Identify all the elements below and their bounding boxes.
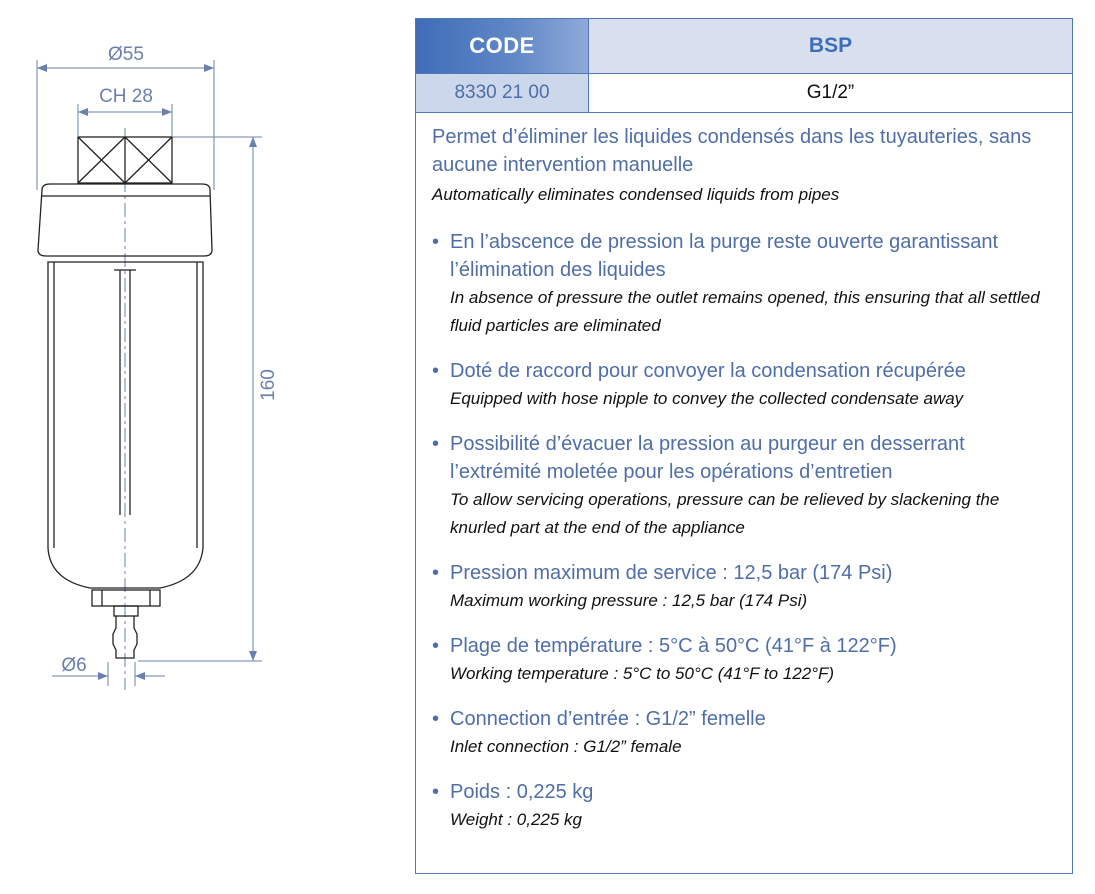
feature-english: Maximum working pressure : 12,5 bar (174 Psi) bbox=[450, 591, 808, 610]
list-item bbox=[432, 228, 1058, 340]
bullet-icon: • bbox=[432, 562, 440, 584]
feature-english: In absence of pressure the outlet remains opened, this ensuring that all settled fluid particles are eliminated bbox=[450, 288, 1040, 335]
bullet-icon: • bbox=[432, 781, 440, 803]
feature-english: Equipped with hose nipple to convey the collected condensate away bbox=[450, 389, 964, 408]
bullet-icon: • bbox=[432, 360, 440, 382]
header-bsp: BSP bbox=[589, 19, 1072, 73]
feature-english: Weight : 0,225 kg bbox=[450, 810, 582, 829]
feature-french: Poids : 0,225 kg bbox=[450, 781, 594, 803]
feature-english: To allow servicing operations, pressure can be relieved by slackening the knurled part at the end of the appliance bbox=[450, 490, 1000, 537]
technical-drawing bbox=[0, 0, 400, 894]
bsp-thread: G1/2” bbox=[806, 82, 855, 103]
list-item bbox=[432, 559, 1058, 615]
bullet-icon: • bbox=[432, 635, 440, 657]
feature-french: En l’abscence de pression la purge reste ouverte garantissant l’élimination des liquides bbox=[450, 231, 999, 281]
list-item bbox=[432, 357, 1058, 413]
dimension-diameter-outer: Ø55 bbox=[108, 44, 144, 65]
table-value-row bbox=[416, 74, 1072, 113]
table-header-row bbox=[416, 19, 1072, 74]
list-item bbox=[432, 705, 1058, 761]
bullet-icon: • bbox=[432, 708, 440, 730]
header-code: CODE bbox=[416, 19, 589, 73]
feature-english: Working temperature : 5°C to 50°C (41°F to 122°F) bbox=[450, 664, 835, 683]
bullet-icon: • bbox=[432, 433, 440, 455]
list-item bbox=[432, 430, 1058, 542]
list-item bbox=[432, 632, 1058, 688]
list-item bbox=[432, 778, 1058, 834]
dimension-diameter-outlet: Ø6 bbox=[61, 655, 87, 676]
product-code: 8330 21 00 bbox=[416, 74, 589, 112]
feature-french: Doté de raccord pour convoyer la condensation récupérée bbox=[450, 360, 966, 382]
bullet-icon: • bbox=[432, 231, 440, 253]
intro-french: Permet d’éliminer les liquides condensés dans les tuyauteries, sans aucune intervention manuelle bbox=[432, 126, 1032, 176]
description bbox=[416, 113, 1072, 834]
feature-french: Pression maximum de service : 12,5 bar (174 Psi) bbox=[450, 562, 893, 584]
feature-french: Connection d’entrée : G1/2” femelle bbox=[450, 708, 766, 730]
feature-french: Possibilité d’évacuer la pression au purgeur en desserrant l’extrémité moletée pour les opérations d’entretien bbox=[450, 433, 965, 483]
spec-panel bbox=[415, 18, 1073, 874]
dimension-height: 160 bbox=[258, 369, 279, 401]
dimension-hex: CH 28 bbox=[99, 86, 153, 107]
intro-english: Automatically eliminates condensed liquids from pipes bbox=[432, 185, 840, 204]
feature-list bbox=[432, 228, 1058, 834]
feature-english: Inlet connection : G1/2” female bbox=[450, 737, 682, 756]
feature-french: Plage de température : 5°C à 50°C (41°F à 122°F) bbox=[450, 635, 897, 657]
